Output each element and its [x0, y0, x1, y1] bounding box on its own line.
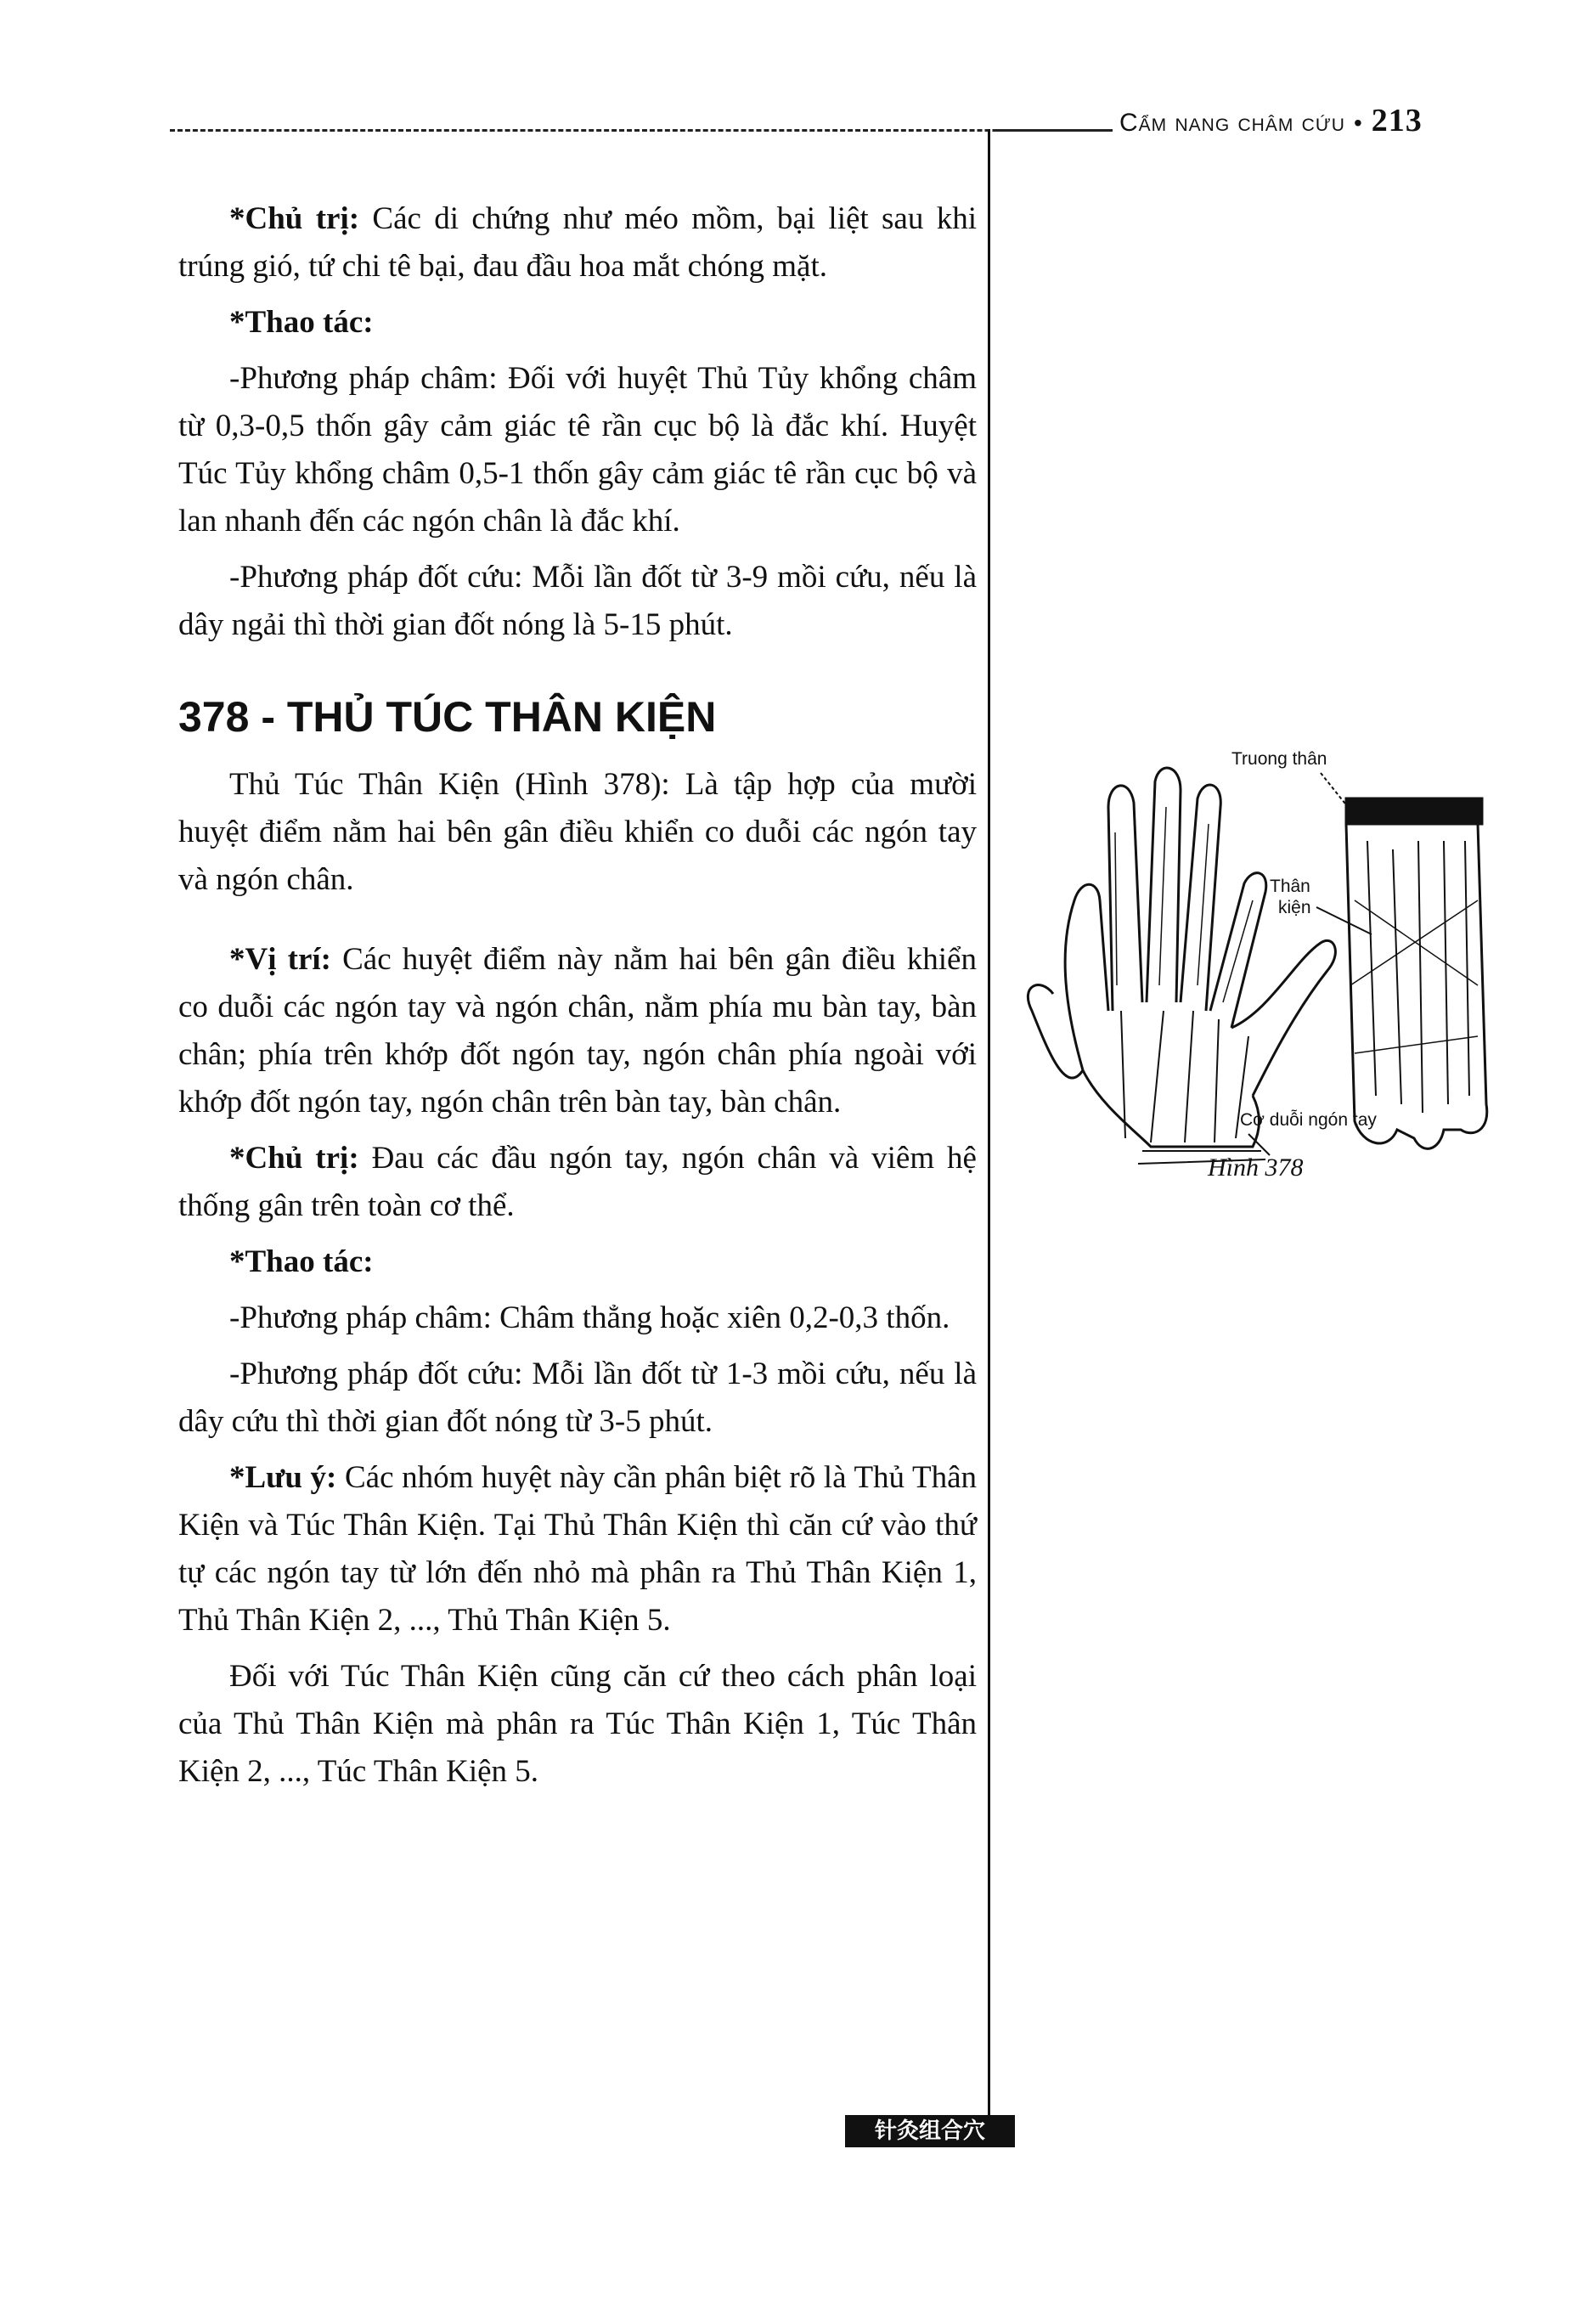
- label-top: Truong thân: [1231, 749, 1327, 769]
- paragraph-moxibustion-method-2: -Phương pháp đốt cứu: Mỗi lần đốt từ 1-3 mồi cứu, nếu là dây cứu thì thời gian đốt nóng từ 3-5 phút.: [178, 1357, 977, 1439]
- footer-tag: 针灸组合穴: [845, 2115, 1015, 2147]
- figure-caption: Hình 378: [1208, 1154, 1304, 1182]
- text-indications: Các di chứng như méo mồm, bại liệt sau khi trúng gió, tứ chi tê bại, đau đầu hoa mắt chóng mặt.: [178, 201, 977, 284]
- paragraph-needling-method: -Phương pháp châm: Đối với huyệt Thủ Tủy khổng châm từ 0,3-0,5 thốn gây cảm giác tê rần cục bộ là đắc khí. Huyệt Túc Tủy khổng châm 0,5-1 thốn gây cảm giác tê rần cục bộ và lan nhanh đến các ngón chân là đắc khí.: [178, 361, 977, 539]
- label-mid-1: Thân: [1270, 877, 1310, 896]
- running-head: [1119, 102, 1423, 139]
- label-mid-2: kiện: [1278, 898, 1311, 917]
- paragraph-location: [178, 936, 977, 1126]
- paragraph-indications-2: [178, 1135, 977, 1230]
- paragraph-foot-points: Đối với Túc Thân Kiện cũng căn cứ theo cách phân loại của Thủ Thân Kiện mà phân ra Túc Thân Kiện 1, Túc Thân Kiện 2, ..., Túc Thân Kiện 5.: [178, 1659, 977, 1789]
- hand-foot-drawing: [1015, 730, 1508, 1189]
- label-location: *Vị trí:: [229, 942, 331, 977]
- label-indications: *Chủ trị:: [229, 201, 360, 236]
- paragraph-indications: [178, 195, 977, 290]
- main-text-column: [178, 195, 977, 1804]
- book-title: Cẩm nang châm cứu: [1119, 109, 1345, 137]
- paragraph-moxibustion-method: -Phương pháp đốt cứu: Mỗi lần đốt từ 3-9 mồi cứu, nếu là dây ngải thì thời gian đốt nóng là 5-15 phút.: [178, 560, 977, 642]
- paragraph-note: [178, 1454, 977, 1644]
- spacer: [178, 912, 977, 936]
- text-indications-2: Đau các đầu ngón tay, ngón chân và viêm hệ thống gân trên toàn cơ thể.: [178, 1141, 977, 1223]
- label-indications-2: *Chủ trị:: [229, 1141, 359, 1176]
- label-procedure-2: *Thao tác:: [229, 1244, 374, 1279]
- section-heading: 378 - THỦ TÚC THÂN KIỆN: [178, 693, 717, 741]
- label-bottom: Cơ duỗi ngón tay: [1240, 1110, 1377, 1130]
- text-note: Các nhóm huyệt này cần phân biệt rõ là Thủ Thân Kiện và Túc Thân Kiện. Tại Thủ Thân Kiện thì căn cứ vào thứ tự các ngón tay từ lớn đến nhỏ mà phân ra Thủ Thân Kiện 1, Thủ Thân Kiện 2, ..., Thủ Thân Kiện 5.: [178, 1460, 977, 1638]
- page-number: 213: [1371, 103, 1423, 138]
- figure-hand-foot-illustration: [1015, 730, 1508, 1189]
- label-procedure: *Thao tác:: [229, 305, 374, 340]
- label-note: *Lưu ý:: [229, 1460, 337, 1495]
- foot-drawing: [1346, 798, 1487, 1148]
- text-location: Các huyệt điểm này nằm hai bên gân điều khiển co duỗi các ngón tay và ngón chân, nằm phía mu bàn tay, bàn chân; phía trên khớp đốt ngón tay, ngón chân phía ngoài với khớp đốt ngón tay, ngón chân trên bàn tay, bàn chân.: [178, 942, 977, 1120]
- header-rule: [170, 129, 1104, 132]
- header-rule-solid: [994, 129, 1113, 132]
- paragraph-definition: Thủ Túc Thân Kiện (Hình 378): Là tập hợp của mười huyệt điểm nằm hai bên gân điều khiển co duỗi các ngón tay và ngón chân.: [178, 767, 977, 897]
- paragraph-procedure-label: [178, 299, 977, 347]
- header-bullet: •: [1353, 110, 1363, 136]
- paragraph-procedure-label-2: [178, 1238, 977, 1286]
- paragraph-needling-method-2: -Phương pháp châm: Châm thẳng hoặc xiên 0,2-0,3 thốn.: [229, 1300, 950, 1335]
- hand-drawing: [1028, 768, 1335, 1164]
- column-rule: [988, 129, 990, 2142]
